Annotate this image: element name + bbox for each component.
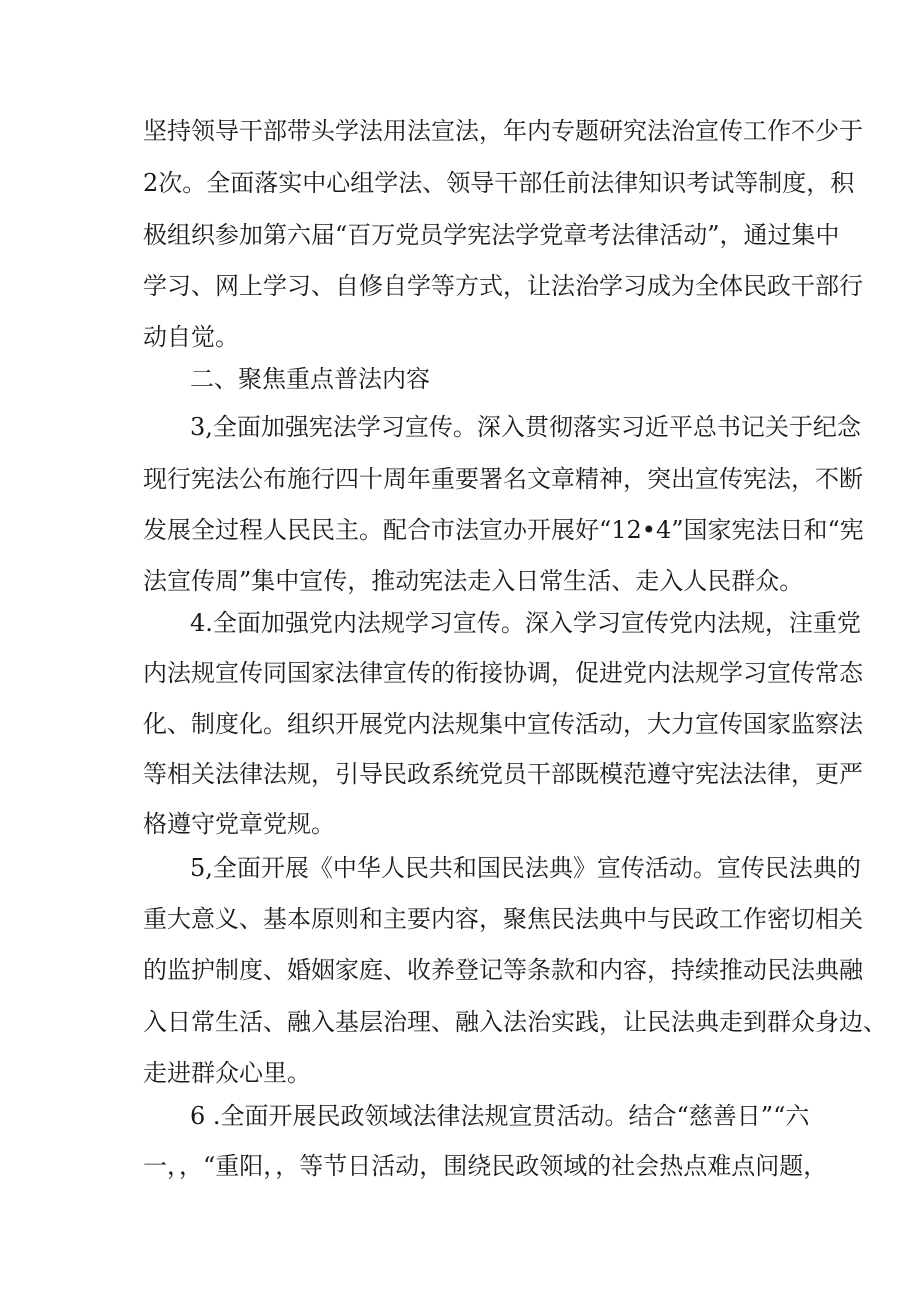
text-line: 动自觉。 <box>143 323 239 351</box>
text-line: 2次。全面落实中心组学法、领导干部任前法律知识考试等制度，积 <box>143 169 855 197</box>
text-line: 走进群众心里。 <box>143 1059 311 1087</box>
text-line: 的监护制度、婚姻家庭、收养登记等条款和内容，持续推动民法典融 <box>143 956 863 984</box>
text-line: 坚持领导干部带头学法用法宣法，年内专题研究法治宣传工作不少于 <box>143 117 863 145</box>
paragraph-first-line: 5,全面开展《中华人民共和国民法典》宣传活动。宣传民法典的 <box>190 854 861 882</box>
text-line: 内法规宣传同国家法律宣传的衔接协调，促进党内法规学习宣传常态 <box>143 659 863 687</box>
text-line: 现行宪法公布施行四十周年重要署名文章精神，突出宣传宪法，不断 <box>143 465 863 493</box>
paragraph-first-line: 6 .全面开展民政领域法律法规宣贯活动。结合“慈善日”“六 <box>190 1102 810 1130</box>
text-line: 等相关法律法规，引导民政系统党员干部既模范遵守宪法法律，更严 <box>143 760 863 788</box>
paragraph-first-line: 3,全面加强宪法学习宣传。深入贯彻落实习近平总书记关于纪念 <box>190 413 861 441</box>
paragraph-first-line: 4.全面加强党内法规学习宣传。深入学习宣传党内法规，注重党 <box>190 609 861 637</box>
text-line: 学习、网上学习、自修自学等方式，让法治学习成为全体民政干部行 <box>143 272 863 300</box>
text-line: 极组织参加第六届“百万党员学宪法学党章考法律活动”，通过集中 <box>143 221 840 249</box>
section-heading: 二、聚焦重点普法内容 <box>190 365 430 393</box>
text-line: 发展全过程人民民主。配合市法宣办开展好“12•4”国家宪法日和“宪 <box>143 516 864 544</box>
text-line: 化、制度化。组织开展党内法规集中宣传活动，大力宣传国家监察法 <box>143 710 863 738</box>
text-line: 重大意义、基本原则和主要内容，聚焦民法典中与民政工作密切相关 <box>143 905 863 933</box>
text-line: 法宣传周”集中宣传，推动宪法走入日常生活、走入人民群众。 <box>143 567 804 595</box>
text-line: 格遵守党章党规。 <box>143 810 335 838</box>
text-line: 一，，“重阳，，等节日活动，围绕民政领域的社会热点难点问题， <box>143 1152 828 1180</box>
text-line: 入日常生活、融入基层治理、融入法治实践，让民法典走到群众身边、 <box>143 1008 887 1036</box>
